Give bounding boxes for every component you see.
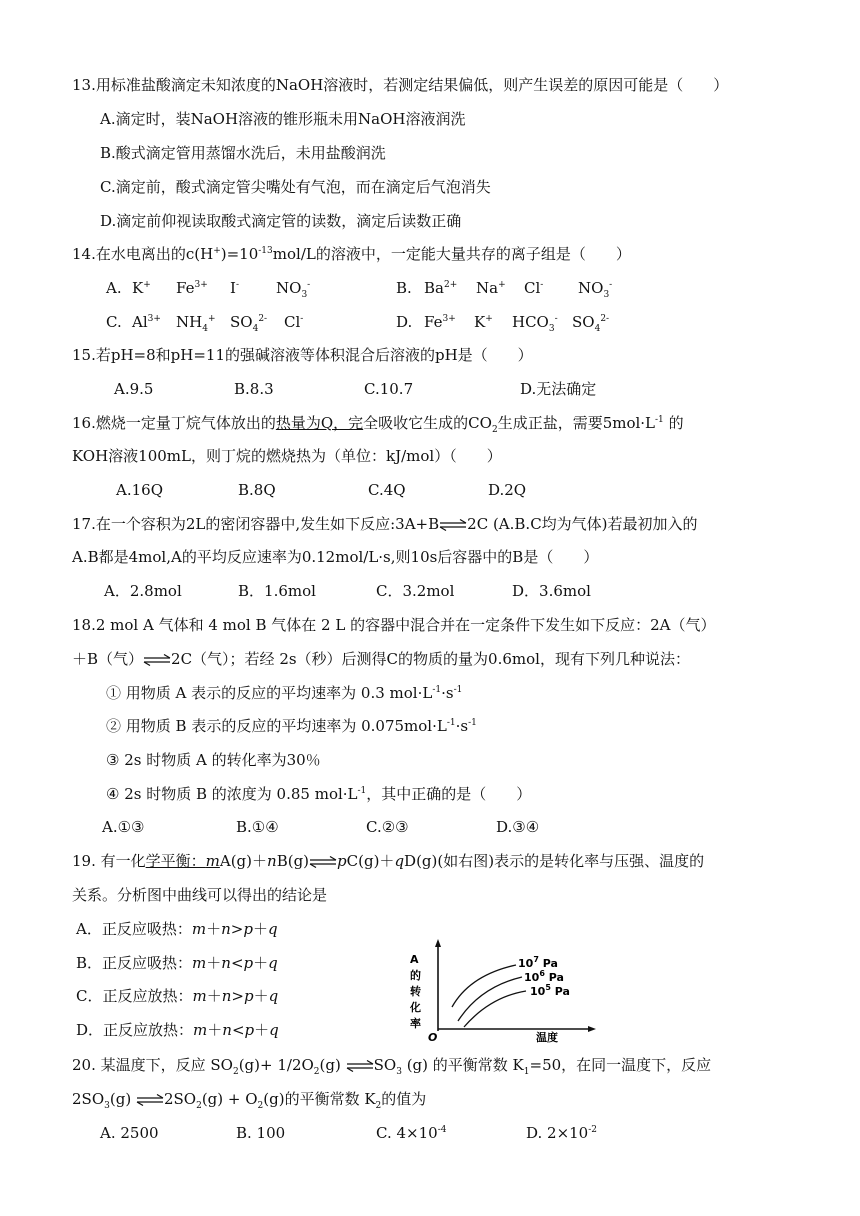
q16-option-a: A.16Q [116,481,163,499]
q17-stem-line2: A.B都是4mol,A的平均反应速率为0.12mol/L·s,则10s后容器中的B是（ ） [72,548,599,566]
q19-option-a: A．正反应吸热：m＋n>p＋q [76,920,278,938]
q13-option-d: D.滴定前仰视读取酸式滴定管的读数，滴定后读数正确 [100,212,462,230]
q13-option-a: A.滴定时，装NaOH溶液的锥形瓶未用NaOH溶液润洗 [100,110,466,128]
q13-option-c: C.滴定前，酸式滴定管尖嘴处有气泡，而在滴定后气泡消失 [100,178,491,196]
equilibrium-arrow-icon [309,856,337,868]
graph-ylabel-char: 率 [410,1017,421,1030]
q20-option-c: C. $4\times 10^{-4}$ [376,1124,447,1142]
q15-stem: 15.若pH=8和pH=11的强碱溶液等体积混合后溶液的pH是（ ） [72,346,533,364]
q17-option-a: A．2.8mol [104,582,182,600]
q20-option-b: B. 100 [236,1124,286,1142]
q16-option-d: D.2Q [488,481,527,499]
q19-option-d: D．正反应放热：m＋n<p＋q [76,1021,279,1039]
q18-option-d: D.③④ [496,818,540,836]
q20-option-a: A. 2500 [100,1124,159,1142]
q20-stem-line2: $2SO_3(g) 2SO_2(g) + O_2(g)$的平衡常数 $K_2$的值为 [72,1090,427,1111]
graph-x-axis-arrow-icon [588,1026,596,1032]
q14-stem: 14.在水电离出的$c(H^+)=10^{-13}mol/L$的溶液中，一定能大量共存的离子组是（ ） [72,245,631,263]
q17-option-c: C．3.2mol [376,582,455,600]
q16-stem-line1: 16.燃烧一定量丁烷气体放出的热量为Q，完全吸收它生成的$CO_2$生成正盐，需要$5mol\cdot L^{-1}$ 的 [72,414,684,435]
q18-statement-2: ② 用物质 B 表示的反应的平均速率为 $0.075mol\cdot L^{-1}\cdot s^{-1}$ [106,717,477,735]
q17-option-b: B．1.6mol [238,582,316,600]
q20-stem-line1: 20. 某温度下，反应 $SO_2(g)+ 1/2O_2(g)$ $SO_3$ (g) 的平衡常数 $K_1=50$，在同一温度下，反应 [72,1056,712,1077]
graph-ylabel-char: 的 [410,969,421,982]
graph-curve-1e7 [452,965,516,1007]
q15-option-a: A.9.5 [114,380,154,398]
equilibrium-arrow-icon [346,1060,374,1072]
q18-option-a: A.①③ [102,818,145,836]
graph-curve-label-1e5: $10^5$ Pa [530,983,570,998]
q15-option-b: B.8.3 [234,380,274,398]
graph-curve-1e5 [464,991,526,1027]
q18-stem-line1: 18.2 mol A 气体和 4 mol B 气体在 2 L 的容器中混合并在一定条件下发生如下反应：2A（气） [72,616,716,634]
q19-stem-line1: 19. 有一化学平衡：mA(g)＋nB(g) pC(g)＋qD(g)(如右图)表示的是转化率与压强、温度的 [72,852,705,870]
graph-curve-label-1e7: $10^7$ Pa [518,955,558,970]
q19-option-b: B．正反应吸热：m＋n<p＋q [76,954,278,972]
graph-y-axis-arrow-icon [435,939,441,947]
q17-option-d: D．3.6mol [512,582,591,600]
q18-statement-4: ④ 2s 时物质 B 的浓度为 0.85 $mol\cdot L^{-1}$，其中正确的是（ ） [106,785,532,803]
graph-curve-1e6 [458,977,522,1021]
q18-statement-3: ③ 2s 时物质 A 的转化率为30％ [106,751,321,769]
graph-ylabel-char: 化 [410,1001,421,1014]
q17-stem-line1: 17.在一个容积为2L的密闭容器中,发生如下反应:3A+B 2C (A.B.C均为气体)若最初加入的 [72,515,698,533]
q16-stem-line2: KOH溶液100mL，则丁烷的燃烧热为（单位：kJ/mol）（ ） [72,447,502,465]
q13-stem: 13.用标准盐酸滴定未知浓度的NaOH溶液时，若测定结果偏低，则产生误差的原因可能是（ ） [72,76,729,94]
q18-statement-1: ① 用物质 A 表示的反应的平均速率为 0.3 $mol\cdot L^{-1}\cdot s^{-1}$ [106,684,463,702]
graph-xlabel: 温度 [536,1031,558,1043]
graph-ylabel-char: A [410,953,419,966]
q15-option-c: C.10.7 [364,380,414,398]
equilibrium-arrow-icon [143,654,171,666]
q18-stem-line2: ＋B（气） 2C（气）；若经 2s（秒）后测得C的物质的量为0.6mol，现有下列几种说法： [72,650,690,668]
graph-origin-label: O [428,1031,438,1043]
equilibrium-arrow-icon [136,1094,164,1106]
q18-option-b: B.①④ [236,818,279,836]
q19-stem-line2: 关系。分析图中曲线可以得出的结论是 [72,886,328,904]
q20-option-d: D. $2\times 10^{-2}$ [526,1124,598,1142]
equilibrium-arrow-icon [439,519,467,531]
graph-curve-label-1e6: $10^6$ Pa [524,969,564,984]
q19-option-c: C．正反应放热：m＋n>p＋q [76,987,279,1005]
q13-option-b: B.酸式滴定管用蒸馏水洗后，未用盐酸润洗 [100,144,386,162]
q18-option-c: C.②③ [366,818,409,836]
q16-option-b: B.8Q [238,481,276,499]
q16-option-c: C.4Q [368,481,406,499]
q19-conversion-graph [400,935,600,1043]
q15-option-d: D.无法确定 [520,380,597,398]
graph-ylabel-char: 转 [410,985,421,998]
